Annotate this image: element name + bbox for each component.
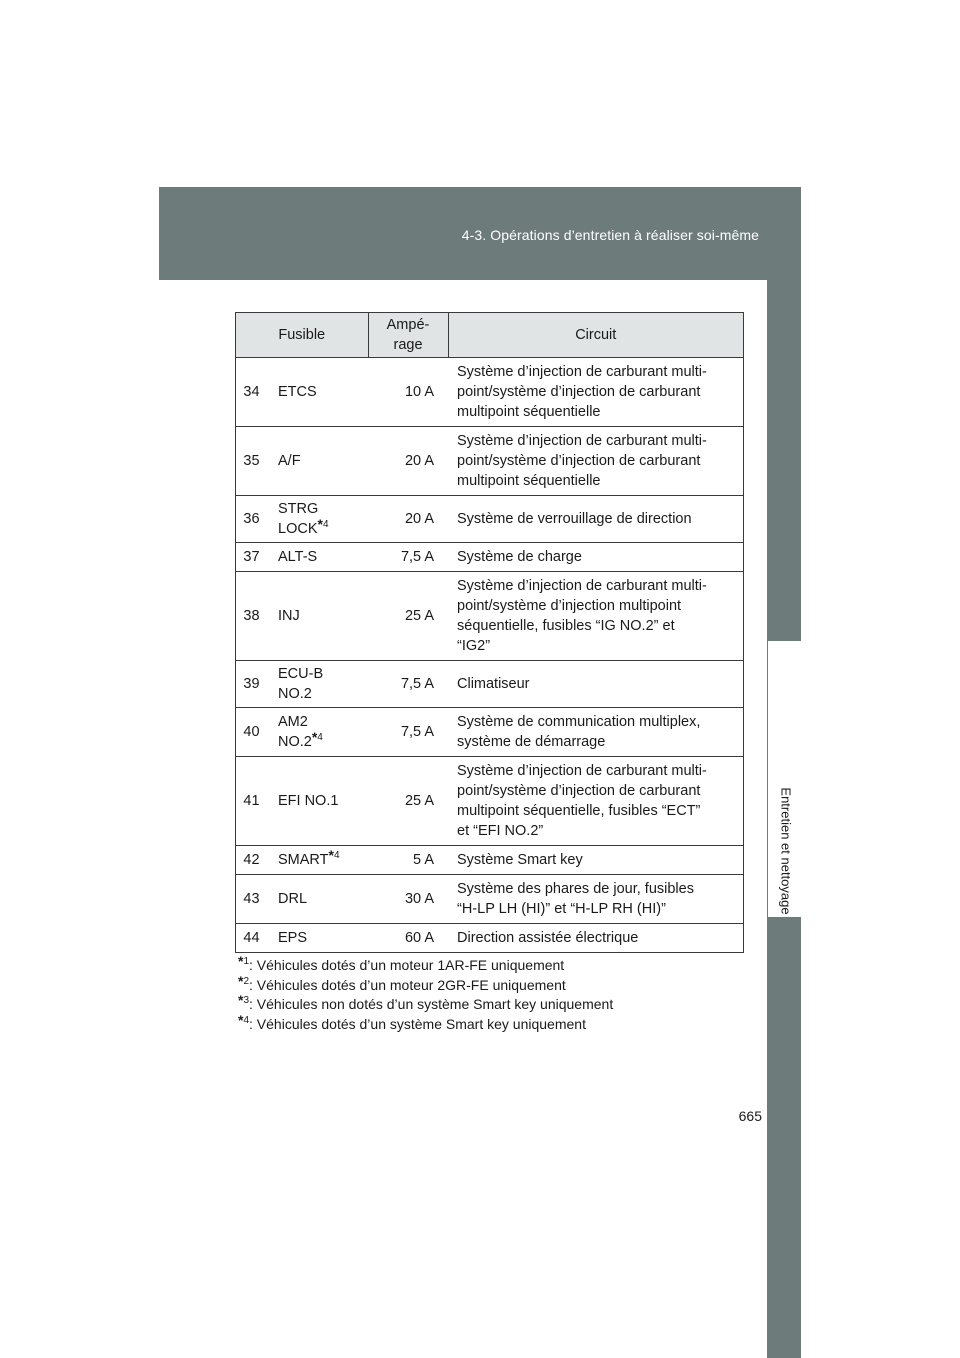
circuit-line: point/système d’injection de carburant — [457, 384, 701, 400]
circuit-line: multipoint séquentielle — [457, 404, 601, 420]
circuit-line: point/système d’injection de carburant — [457, 783, 701, 799]
chapter-title: Entretien et nettoyage — [778, 787, 794, 915]
fuse-name-text: ETCS — [278, 384, 317, 400]
fuse-name — [267, 924, 368, 953]
fuse-name-text: EFI NO.1 — [278, 793, 339, 809]
fuse-circuit — [448, 708, 744, 757]
fuse-name — [267, 875, 368, 924]
table-row — [236, 875, 744, 924]
circuit-line: “H-LP LH (HI)” et “H-LP RH (HI)” — [457, 901, 666, 917]
table-row — [236, 757, 744, 846]
fuse-amperage: 20 A — [368, 427, 448, 496]
footnotes — [238, 953, 614, 1034]
table-header-row — [236, 313, 744, 358]
chapter-number: 4 — [780, 645, 788, 657]
circuit-line: Direction assistée électrique — [457, 930, 639, 946]
fuse-amperage: 30 A — [368, 875, 448, 924]
fuse-circuit — [448, 757, 744, 846]
fuse-circuit — [448, 543, 744, 572]
chapter-number-wrap — [767, 645, 801, 659]
fuse-number: 41 — [236, 757, 268, 846]
footnote-marker: *3 — [238, 992, 250, 1008]
footnote-reference: *4 — [328, 847, 340, 863]
circuit-line: Système de communication multiplex, — [457, 714, 701, 730]
chapter-side-tab — [767, 280, 801, 1358]
fuse-name — [267, 427, 368, 496]
fuse-number: 36 — [236, 496, 268, 543]
fuse-name-text: EPS — [278, 930, 308, 946]
footnote-text: : Véhicules dotés d’un moteur 1AR-FE uniquement — [249, 957, 565, 973]
fuse-amperage: 60 A — [368, 924, 448, 953]
circuit-line: multipoint séquentielle — [457, 473, 601, 489]
fuse-circuit — [448, 496, 744, 543]
circuit-line: multipoint séquentielle, fusibles “ECT” — [457, 803, 701, 819]
fuse-name-text: STRG LOCK — [278, 501, 319, 537]
column-header-fuse: Fusible — [236, 313, 369, 358]
fuse-number: 40 — [236, 708, 268, 757]
fuse-amperage: 5 A — [368, 846, 448, 875]
circuit-line: point/système d’injection multipoint — [457, 598, 682, 614]
fuse-circuit — [448, 572, 744, 661]
fuse-name-text: AM2 NO.2 — [278, 714, 312, 750]
fuse-number: 43 — [236, 875, 268, 924]
footnote-text: : Véhicules dotés d’un moteur 2GR-FE uniquement — [249, 976, 566, 993]
circuit-line: Système d’injection de carburant multi- — [457, 578, 707, 594]
fuse-amperage: 20 A — [368, 496, 448, 543]
table-row — [236, 496, 744, 543]
fuse-circuit — [448, 358, 744, 427]
circuit-line: Système d’injection de carburant multi- — [457, 433, 707, 449]
fuse-number: 35 — [236, 427, 268, 496]
footnote-marker: *1 — [238, 953, 250, 969]
fuse-circuit — [448, 661, 744, 708]
fuse-name-text: INJ — [278, 608, 300, 624]
fuse-amperage: 7,5 A — [368, 543, 448, 572]
table-row — [236, 358, 744, 427]
section-title: 4-3. Opérations d’entretien à réaliser soi-même — [461, 227, 759, 243]
column-header-amperage: Ampé- rage — [368, 313, 448, 358]
table-row — [236, 846, 744, 875]
table-row — [236, 924, 744, 953]
fuse-name — [267, 661, 368, 708]
fuse-number: 38 — [236, 572, 268, 661]
fuse-name — [267, 358, 368, 427]
table-row — [236, 572, 744, 661]
fuse-number: 37 — [236, 543, 268, 572]
circuit-line: point/système d’injection de carburant — [457, 453, 701, 469]
circuit-line: Système de verrouillage de direction — [457, 511, 692, 527]
circuit-line: et “EFI NO.2” — [457, 823, 544, 839]
chapter-tab-box — [767, 641, 801, 917]
footnote-reference: *4 — [317, 516, 329, 532]
circuit-line: Système de charge — [457, 549, 582, 565]
table-row — [236, 708, 744, 757]
fuse-number: 42 — [236, 846, 268, 875]
circuit-line: “IG2” — [457, 638, 491, 654]
fuse-number: 44 — [236, 924, 268, 953]
fuse-name — [267, 496, 368, 543]
fuse-name-text: SMART — [278, 852, 329, 868]
fuse-name — [267, 846, 368, 875]
footnote — [238, 953, 613, 976]
circuit-line: séquentielle, fusibles “IG NO.2” et — [457, 618, 675, 634]
fuse-amperage: 25 A — [368, 572, 448, 661]
fuse-table — [235, 312, 744, 953]
fuse-number: 34 — [236, 358, 268, 427]
fuse-number: 39 — [236, 661, 268, 708]
footnote — [238, 992, 614, 1015]
fuse-circuit — [448, 427, 744, 496]
footnote-text: : Véhicules non dotés d’un système Smart key uniquement — [249, 996, 614, 1012]
circuit-line: Système d’injection de carburant multi- — [457, 763, 707, 779]
footnote — [238, 972, 613, 996]
fuse-circuit — [448, 875, 744, 924]
fuse-amperage: 7,5 A — [368, 708, 448, 757]
circuit-line: Système des phares de jour, fusibles — [457, 881, 694, 897]
footnote-marker: *2 — [238, 972, 250, 989]
footnote-reference: *4 — [311, 729, 323, 745]
footnote-text: : Véhicules dotés d’un système Smart key uniquement — [249, 1015, 586, 1032]
footnote-marker: *4 — [238, 1011, 250, 1028]
fuse-circuit — [448, 846, 744, 875]
section-header-band — [159, 187, 801, 280]
fuse-name — [267, 708, 368, 757]
circuit-line: Climatiseur — [457, 676, 530, 692]
fuse-name-text: ECU-B NO.2 — [278, 666, 324, 702]
page-number: 665 — [738, 1108, 762, 1124]
fuse-amperage: 10 A — [368, 358, 448, 427]
table-row — [236, 427, 744, 496]
fuse-name-text: ALT-S — [278, 549, 318, 565]
circuit-line: Système d’injection de carburant multi- — [457, 364, 707, 380]
column-header-circuit: Circuit — [448, 313, 744, 358]
fuse-name — [267, 757, 368, 846]
fuse-name-text: A/F — [278, 453, 301, 469]
table-row — [236, 543, 744, 572]
table-row — [236, 661, 744, 708]
circuit-line: système de démarrage — [457, 734, 606, 750]
fuse-amperage: 7,5 A — [368, 661, 448, 708]
fuse-name-text: DRL — [278, 891, 308, 907]
circuit-line: Système Smart key — [457, 852, 583, 868]
fuse-circuit — [448, 924, 744, 953]
fuse-name — [267, 543, 368, 572]
fuse-table-body — [236, 358, 744, 953]
fuse-amperage: 25 A — [368, 757, 448, 846]
fuse-name — [267, 572, 368, 661]
footnote — [238, 1011, 613, 1035]
